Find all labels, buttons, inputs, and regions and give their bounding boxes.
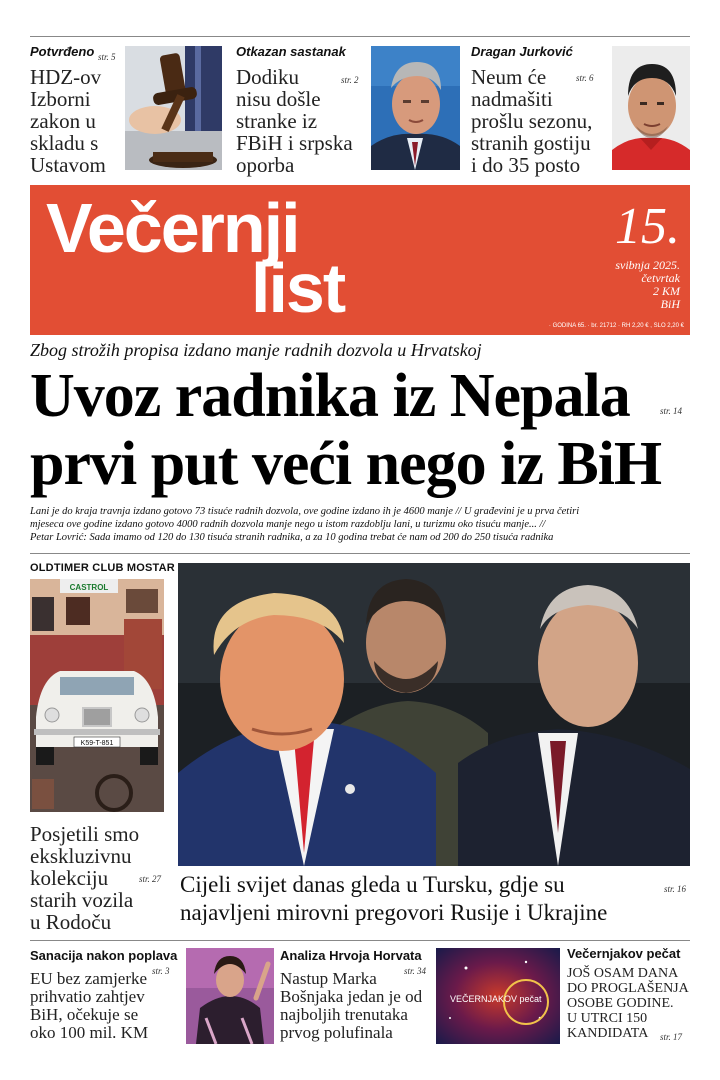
page-ref: str. 14	[660, 406, 683, 416]
side-kicker: OLDTIMER CLUB MOSTAR	[30, 562, 175, 574]
top-teaser-kicker: Otkazan sastanak	[236, 44, 346, 59]
pecat-award-image	[436, 948, 560, 1044]
issue-line: · GODINA 65. · br. 21712 · RH 2,20 € , SLO 2,20 €	[548, 323, 684, 329]
portrait-photo	[612, 46, 690, 170]
page-ref: str. 2	[341, 75, 359, 85]
bottom-teaser-text: Nastup Marka Bošnjaka jedan je od najboljih trenutaka prvog polufinala	[280, 969, 423, 1042]
top-teaser-text: Neum će nadmašiti prošlu sezonu, stranih gostiju i do 35 posto	[471, 65, 593, 177]
lead-summary: Lani je do kraja travnja izdano gotovo 73 tisuće radnih dozvola, ove godine izdano ih je 4600 manje // U građevini je u prva četiri mjeseca ove godine izdano gotovo 4000 radnih dozvola manje nego u istom razdoblju lani, u turizmu oko tisuću manje... // Petar Lovrić: Sada imamo od 120 do 130 tisuća stranih radnika, a za 10 godina trebat će nam od 200 do 250 tisuća radnika	[30, 506, 580, 543]
page-ref: str. 3	[152, 966, 170, 976]
gavel-photo	[125, 46, 222, 170]
issue-day: 15.	[615, 198, 680, 255]
pecat-logo-text: VEČERNJAKOV pečat	[450, 994, 542, 1004]
top-teaser-text: Dodiku nisu došle stranke iz FBiH i srpska oporba	[236, 65, 353, 177]
top-teaser-kicker: Potvrđeno	[30, 44, 95, 59]
bottom-rule	[30, 940, 690, 941]
issue-date: svibnja 2025. četvrtak 2 KM BiH	[615, 258, 680, 311]
top-teaser-kicker: Dragan Jurković	[471, 44, 573, 59]
leaders-photo	[178, 563, 690, 866]
masthead-title-2: list	[251, 249, 345, 327]
bottom-teaser-kicker: Sanacija nakon poplava	[30, 948, 178, 963]
shop-sign-text: CASTROL	[69, 583, 109, 592]
masthead	[30, 185, 690, 335]
page-ref: str. 5	[98, 52, 116, 62]
lead-headline-2: prvi put veći nego iz BiH	[30, 430, 662, 498]
lead-kicker: Zbog strožih propisa izdano manje radnih dozvola u Hrvatskoj	[30, 340, 482, 360]
masthead-title: Večernji	[46, 189, 299, 267]
politician-photo	[371, 46, 460, 170]
photo-caption-2: najavljeni mirovni pregovori Rusije i Ukrajine	[180, 900, 608, 925]
bottom-teaser-kicker: Analiza Hrvoja Horvata	[280, 948, 422, 963]
singer-photo	[186, 948, 274, 1044]
plate-text: K59-T-851	[80, 740, 114, 747]
photo-caption-1: Cijeli svijet danas gleda u Tursku, gdje su	[180, 872, 565, 897]
section-rule	[30, 553, 690, 554]
bottom-teaser-kicker: Večernjakov pečat	[567, 946, 681, 961]
oldtimer-photo	[30, 579, 164, 812]
page-ref: str. 17	[660, 1032, 683, 1042]
top-rule	[30, 36, 690, 37]
page-ref: str. 34	[404, 966, 427, 976]
page-ref: str. 27	[139, 874, 162, 884]
page-ref: str. 16	[664, 884, 687, 894]
bottom-teaser-text: EU bez zamjerke prihvatio zahtjev BiH, očekuje se oko 100 mil. KM	[30, 969, 149, 1042]
lead-headline-1: Uvoz radnika iz Nepala	[30, 362, 630, 430]
top-teaser-text: HDZ-ov Izborni zakon u skladu s Ustavom	[30, 65, 106, 177]
side-story-text: Posjetili smo ekskluzivnu kolekciju starih vozila u Rodoču	[30, 822, 140, 934]
page-ref: str. 6	[576, 73, 594, 83]
bottom-teaser-text: JOŠ OSAM DANA DO PROGLAŠENJA OSOBE GODINE. U UTRCI 150 KANDIDATA	[567, 966, 689, 1041]
